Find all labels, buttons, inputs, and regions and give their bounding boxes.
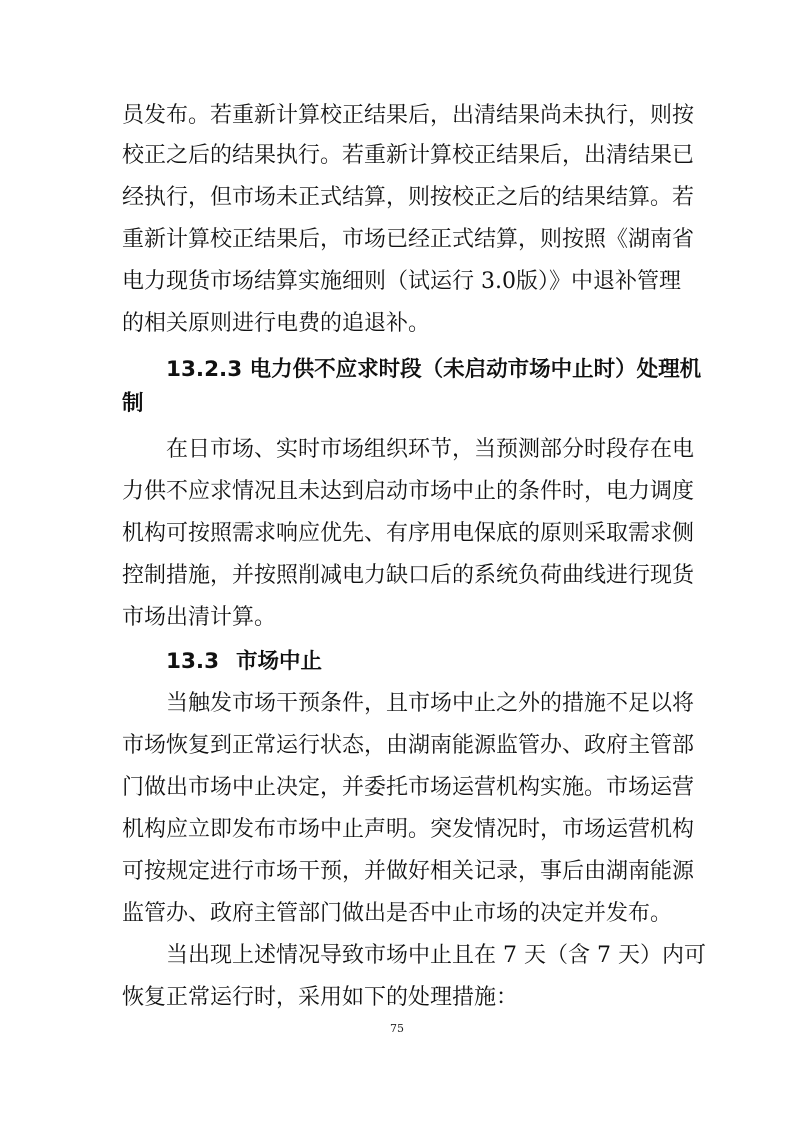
- heading-line: 13.2.3 电力供不应求时段（未启动市场中止时）处理机: [166, 357, 702, 382]
- text-line: 在日市场、实时市场组织环节，当预测部分时段存在电: [166, 437, 695, 462]
- text-line: 当出现上述情况导致市场中止且在 7 天（含 7 天）内可: [166, 943, 706, 968]
- text-line: 市场出清计算。: [122, 605, 277, 630]
- text-line: 恢复正常运行时，采用如下的处理措施：: [122, 985, 519, 1010]
- text-line: 机构可按照需求响应优先、有序用电保底的原则采取需求侧: [122, 521, 695, 546]
- text-line: 控制措施，并按照削减电力缺口后的系统负荷曲线进行现货: [122, 563, 695, 588]
- heading-line: 制: [122, 391, 144, 416]
- heading-title: 市场中止: [236, 649, 323, 674]
- text-line: 员发布。若重新计算校正结果后，出清结果尚未执行，则按: [122, 103, 695, 128]
- text-line: 市场恢复到正常运行状态，由湖南能源监管办、政府主管部: [122, 733, 695, 758]
- text-line: 监管办、政府主管部门做出是否中止市场的决定并发布。: [122, 901, 673, 926]
- text-line: 电力现货市场结算实施细则（试运行 3.0版）》中退补管理: [122, 269, 681, 294]
- section-heading-13-3: [166, 644, 672, 680]
- text-line: 可按规定进行市场干预，并做好相关记录，事后由湖南能源: [122, 859, 695, 884]
- text-line: 的相关原则进行电费的追退补。: [122, 311, 431, 336]
- text-line: 重新计算校正结果后，市场已经正式结算，则按照《湖南省: [122, 227, 695, 252]
- text-line: 经执行，但市场未正式结算，则按校正之后的结果结算。若: [122, 185, 695, 210]
- text-line: 力供不应求情况且未达到启动市场中止的条件时，电力调度: [122, 479, 695, 504]
- text-line: 校正之后的结果执行。若重新计算校正结果后，出清结果已: [122, 143, 695, 168]
- page-number: 75: [390, 1022, 404, 1035]
- text-line: 当触发市场干预条件，且市场中止之外的措施不足以将: [166, 691, 695, 716]
- text-line: 门做出市场中止决定，并委托市场运营机构实施。市场运营: [122, 775, 695, 800]
- text-line: 机构应立即发布市场中止声明。突发情况时，市场运营机构: [122, 817, 695, 842]
- heading-number: 13.3: [166, 649, 220, 674]
